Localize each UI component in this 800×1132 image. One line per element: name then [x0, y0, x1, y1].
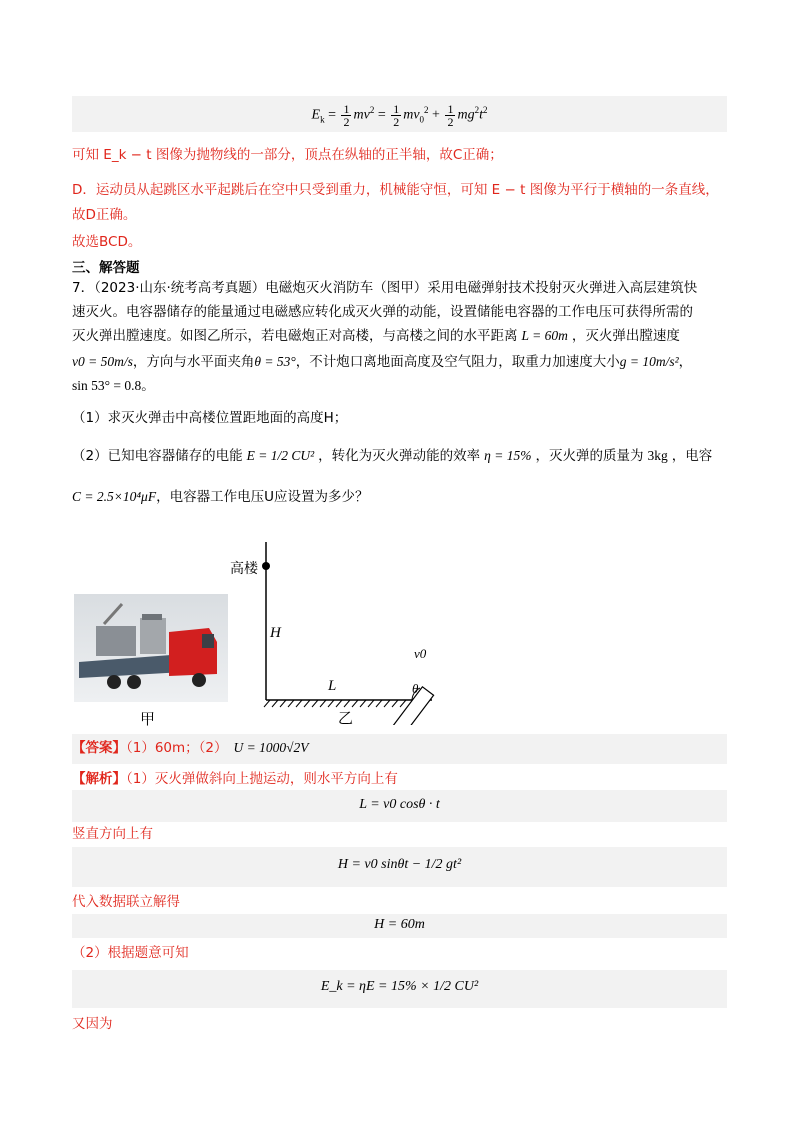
sub-question-3: C = 2.5×10⁴μF，电容器工作电压U应设置为多少？	[72, 489, 369, 505]
equation-horizontal: L = v0 cosθ · t	[359, 797, 440, 812]
fire-truck-illustration	[74, 594, 228, 702]
question-line4: v0 = 50m/s，方向与水平面夹角θ = 53°，不计炮口离地面高度及空气阻力，取重力加速度大小g = 10m/s²，	[72, 354, 693, 370]
d-explanation-line1: D．运动员从起跳区水平起跳后在空中只受到重力，机械能守恒，可知 E − t 图像为平行于横轴的一条直线，	[72, 182, 719, 198]
analysis-continue-label: 又因为	[72, 1016, 113, 1032]
analysis-vertical-label: 竖直方向上有	[72, 826, 153, 842]
question-line5: sin 53° = 0.8。	[72, 378, 155, 394]
question-line2: 速灭火。电容器储存的能量通过电磁感应转化成灭火弹的动能，设置储能电容器的工作电压可获得所需的	[72, 304, 693, 320]
answer-line: 【答案】（1）60m；（2） U = 1000√2V	[72, 740, 309, 756]
question-line3: 灭火弹出膛速度。如图乙所示，若电磁炮正对高楼，与高楼之间的水平距离 L = 60m ，灭火弹出膛速度	[72, 328, 680, 344]
choice-result: 故选BCD。	[72, 234, 142, 250]
question-line1: 7．（2023·山东·统考高考真题）电磁炮灭火消防车（图甲）采用电磁弹射技术投射灭火弹进入高层建筑快	[72, 280, 698, 296]
label-building: 高楼	[230, 561, 258, 577]
sub-question-1: （1）求灭火弹击中高楼位置距地面的高度H；	[72, 410, 348, 426]
top-equation: $E_k$ = $\frac{1}{2}$ $mv^2$ = $\frac{1}{2}$ $mv_0^2$ + $\frac{1}{2}$ $mg^2t^2$	[311, 102, 488, 129]
ground-hatching	[264, 700, 430, 707]
label-H: H	[270, 625, 281, 641]
figure-label-jia: 甲	[140, 710, 156, 728]
label-L: L	[328, 678, 337, 694]
label-v0: v0	[414, 646, 427, 661]
analysis-part2-label: （2）根据题意可知	[72, 945, 189, 961]
section-heading: 三、解答题	[72, 260, 140, 276]
sub-question-2: （2）已知电容器储存的电能 E = 1/2 CU² ，转化为灭火弹动能的效率 η = 15% ，灭火弹的质量为 3kg ，电容	[72, 448, 713, 464]
fire-truck-photo	[74, 594, 228, 702]
analysis-line1: 【解析】（1）灭火弹做斜向上抛运动，则水平方向上有	[72, 771, 398, 787]
equation-energy: E_k = ηE = 15% × 1/2 CU²	[320, 979, 479, 994]
figure-label-yi: 乙	[338, 709, 354, 727]
equation-result-H: H = 60m	[374, 917, 425, 932]
d-explanation-line2: 故D正确。	[72, 207, 137, 223]
label-theta: θ	[412, 681, 419, 696]
c-conclusion: 可知 E_k − t 图像为抛物线的一部分，顶点在纵轴的正半轴，故C正确；	[72, 147, 503, 163]
analysis-solve-label: 代入数据联立解得	[72, 894, 180, 910]
impact-point	[262, 562, 270, 570]
equation-vertical: H = v0 sinθt − 1/2 gt²	[337, 857, 462, 872]
